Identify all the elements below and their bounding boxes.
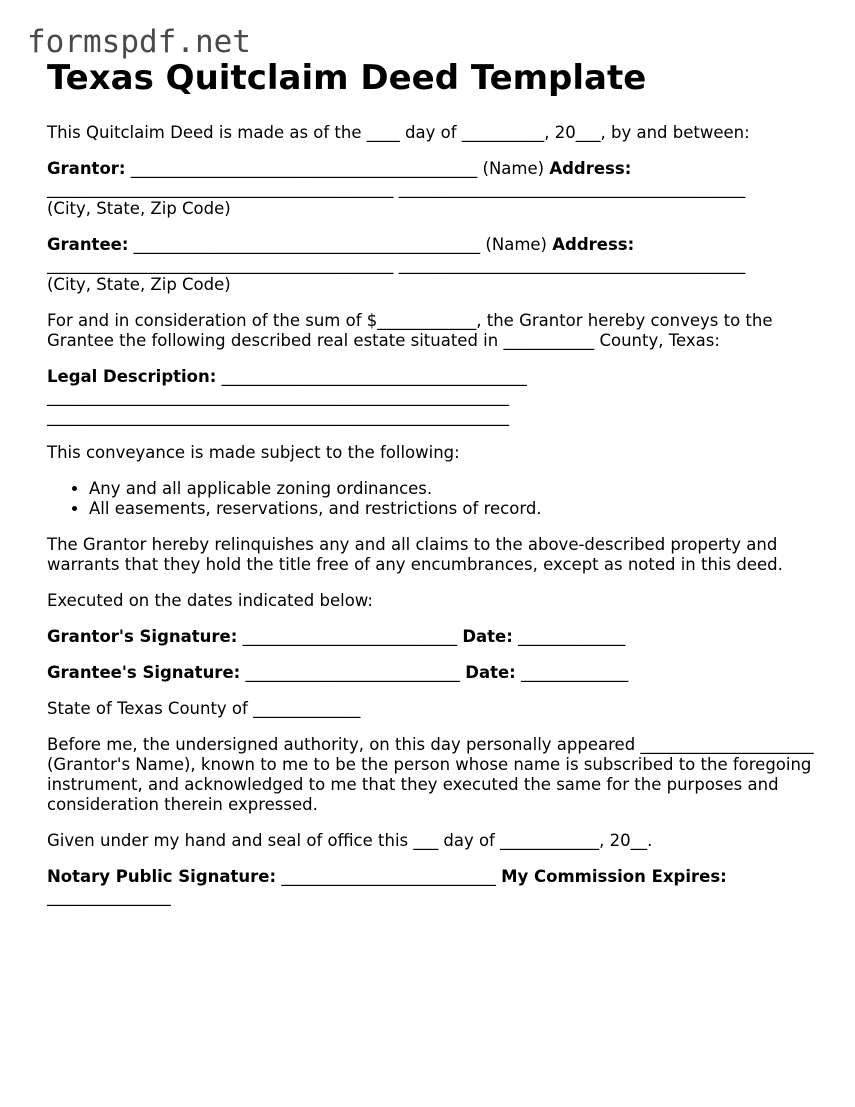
grantor-address-label: Address: (549, 159, 632, 178)
commission-expires-blank: _______________ (47, 887, 171, 906)
list-item: • Any and all applicable zoning ordinances. (89, 479, 817, 499)
given-line: Given under my hand and seal of office this ___ day of ____________, 20__. (47, 831, 653, 850)
executed-line: Executed on the dates indicated below: (47, 591, 373, 610)
subject-intro: This conveyance is made subject to the following: (47, 443, 460, 462)
grantee-address-label: Address: (552, 235, 635, 254)
grantor-label: Grantor: (47, 159, 126, 178)
conditions-list (47, 479, 817, 519)
notary-signature-label: Notary Public Signature: (47, 867, 277, 886)
grantor-name-line: __________________________________________ (Name) (125, 159, 550, 178)
legal-description-line-2: ________________________________________________________ (47, 387, 509, 406)
grantee-label: Grantee: (47, 235, 129, 254)
grantee-city-line: (City, State, Zip Code) (47, 275, 231, 294)
legal-description-line-1: _____________________________________ (216, 367, 527, 386)
grantee-block (47, 235, 817, 295)
legal-description-label: Legal Description: (47, 367, 217, 386)
grantor-date-label: Date: (462, 627, 513, 646)
state-county-line: State of Texas County of _____________ (47, 699, 361, 718)
consideration-paragraph: For and in consideration of the sum of $____________, the Grantor hereby conveys to the Grantee the following described real estate situated in ___________ County, Texas: (47, 311, 773, 350)
legal-description-line-3: ________________________________________________________ (47, 407, 509, 426)
commission-expires-label: My Commission Expires: (501, 867, 727, 886)
grantor-address-line: __________________________________________ __________________________________________ (47, 179, 746, 198)
intro-paragraph: This Quitclaim Deed is made as of the ____ day of __________, 20___, by and between: (47, 123, 750, 142)
notary-signature-block (47, 867, 817, 907)
acknowledgment-paragraph: Before me, the undersigned authority, on this day personally appeared _____________________ (Grantor's Name), known to me to be the person whose name is subscribed to the foregoing instrument, and acknowledged to me that they executed the same for the purposes and consideration therein expressed. (47, 735, 814, 814)
watermark: formspdf.net (27, 24, 251, 60)
deed-document (47, 123, 817, 923)
relinquish-paragraph: The Grantor hereby relinquishes any and all claims to the above-described property and warrants that they hold the title free of any encumbrances, except as noted in this deed. (47, 535, 783, 574)
grantor-date-blank: _____________ (512, 627, 626, 646)
notary-signature-blank: __________________________ (276, 867, 502, 886)
grantee-date-blank: _____________ (515, 663, 629, 682)
grantee-date-label: Date: (465, 663, 516, 682)
legal-description-block (47, 367, 817, 427)
list-item: • All easements, reservations, and restrictions of record. (89, 499, 817, 519)
grantee-signature-label: Grantee's Signature: (47, 663, 241, 682)
grantor-city-line: (City, State, Zip Code) (47, 199, 231, 218)
grantor-signature-line (47, 627, 817, 647)
page-title: Texas Quitclaim Deed Template (47, 58, 647, 98)
grantee-name-line: __________________________________________ (Name) (128, 235, 553, 254)
grantee-signature-line (47, 663, 817, 683)
grantee-address-line: __________________________________________ __________________________________________ (47, 255, 746, 274)
grantor-block (47, 159, 817, 219)
grantee-signature-blank: __________________________ (240, 663, 466, 682)
grantor-signature-label: Grantor's Signature: (47, 627, 238, 646)
grantor-signature-blank: __________________________ (237, 627, 463, 646)
